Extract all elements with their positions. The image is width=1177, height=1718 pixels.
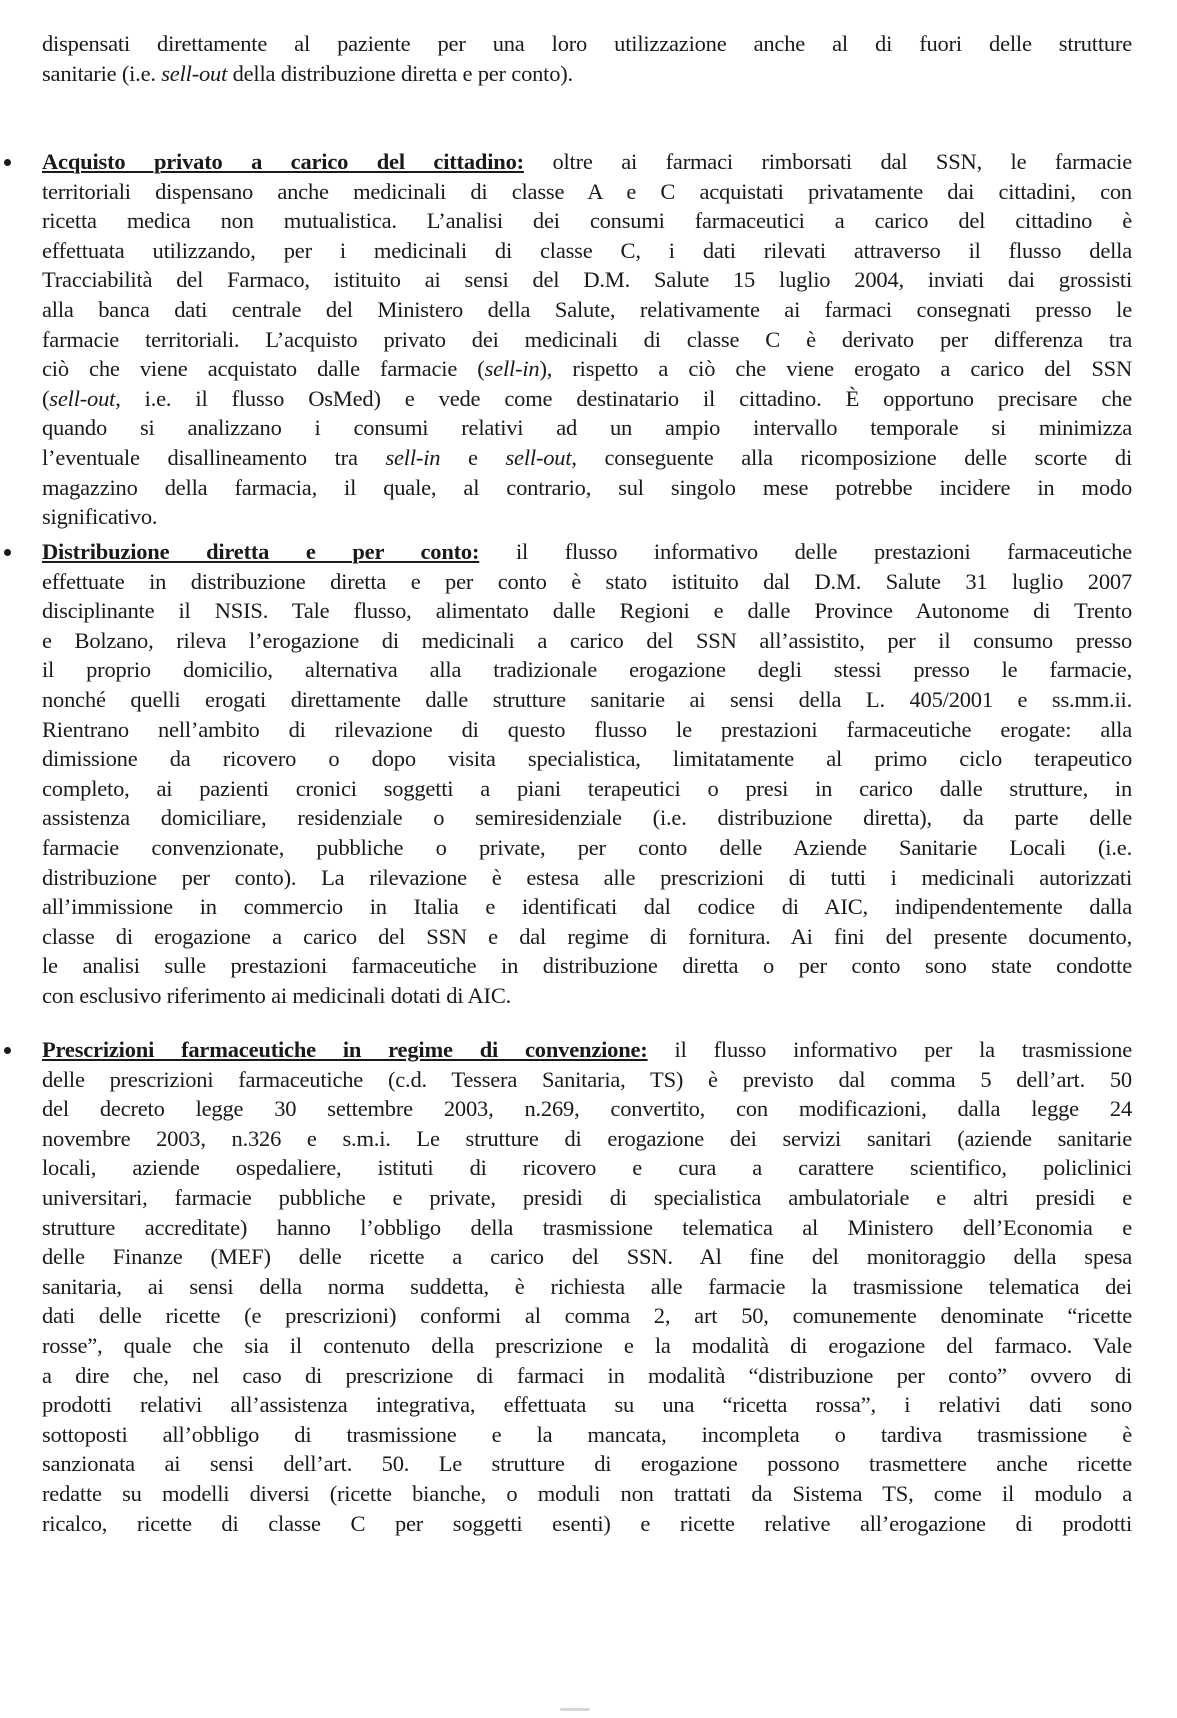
section-text-line — [42, 715, 1132, 745]
text-run: redatte su modelli diversi (ricette bianche, o moduli non trattati da Sistema TS, come il modulo a — [42, 1481, 1132, 1506]
italic-term: sell-out — [49, 385, 116, 411]
text-run: , conseguente alla ricomposizione delle scorte di — [571, 445, 1132, 470]
text-run: ( — [42, 385, 50, 411]
text-run: a dire che, nel caso di prescrizione di farmaci in modalità “distribuzione per conto” ovvero di — [42, 1362, 1132, 1388]
section-text-line — [42, 1420, 1132, 1450]
section-heading: Acquisto privato a carico del cittadino: — [42, 149, 524, 174]
section-text-line — [42, 626, 1132, 656]
italic-term: sell-in — [385, 445, 441, 470]
text-run: dispensati direttamente al paziente per una loro utilizzazione anche al di fuori delle strutture — [42, 31, 1132, 56]
section-text-line — [42, 1094, 1132, 1124]
section-text-line — [42, 473, 1132, 503]
text-run: ricetta medica non mutualistica. L’analisi dei consumi farmaceutici a carico del cittadino è — [42, 208, 1132, 234]
text-run: significativo. — [42, 504, 158, 530]
text-run: strutture accreditate) hanno l’obbligo della trasmissione telematica al Ministero dell’Economia e — [42, 1214, 1132, 1240]
bullet-icon — [4, 1035, 18, 1065]
text-run: sottoposti all’obbligo di trasmissione e la mancata, incompleta o tardiva trasmissione è — [42, 1421, 1132, 1447]
section-text-line — [42, 325, 1132, 355]
text-run: sanitaria, ai sensi della norma suddetta, è richiesta alle farmacie la trasmissione telematica dei — [42, 1273, 1132, 1299]
text-run: oltre ai farmaci rimborsati dal SSN, le farmacie — [523, 149, 1132, 174]
text-run: della distribuzione diretta e per conto). — [227, 60, 573, 86]
section-text-line — [42, 1390, 1132, 1420]
section-text-line — [42, 774, 1132, 804]
section-heading: Prescrizioni farmaceutiche in regime di convenzione: — [42, 1037, 648, 1062]
italic-term: sell-in — [484, 356, 540, 382]
section-text-line — [42, 685, 1132, 715]
section-text-line — [42, 1183, 1132, 1213]
section-text-line — [42, 537, 1132, 567]
text-run: il flusso informativo per la trasmissione — [647, 1037, 1133, 1062]
section-text-line — [42, 206, 1132, 236]
text-run: Rientrano nell’ambito di rilevazione di questo flusso le prestazioni farmaceutiche erogate: alla — [42, 716, 1132, 742]
text-run: locali, aziende ospedaliere, istituti di ricovero e cura a carattere scientifico, policlinici — [42, 1155, 1132, 1181]
text-run: rosse”, quale che sia il contenuto della prescrizione e la modalità di erogazione del farmaco. Vale — [42, 1333, 1132, 1358]
text-run: territoriali dispensano anche medicinali di classe A e C acquistati privatamente dai cittadini, con — [42, 178, 1132, 204]
section-text-line — [42, 1449, 1132, 1479]
section-text-line — [42, 443, 1132, 473]
text-run: assistenza domiciliare, residenziale o semiresidenziale (i.e. distribuzione diretta), da parte delle — [42, 805, 1132, 831]
section-text-line — [42, 265, 1132, 295]
section-text-line — [42, 1242, 1132, 1272]
text-run: delle Finanze (MEF) delle ricette a carico del SSN. Al fine del monitoraggio della spesa — [42, 1244, 1132, 1270]
text-run: Tracciabilità del Farmaco, istituito ai sensi del D.M. Salute 15 luglio 2004, inviati dai grossisti — [42, 267, 1132, 293]
section-text-line — [42, 833, 1132, 863]
text-run: universitari, farmacie pubbliche e private, presidi di specialistica ambulatoriale e altri presidi e — [42, 1185, 1132, 1210]
text-run: e Bolzano, rileva l’erogazione di medicinali a carico del SSN all’assistito, per il consumo presso — [42, 627, 1132, 653]
text-run: quando si analizzano i consumi relativi ad un ampio intervallo temporale si minimizza — [42, 415, 1132, 441]
section-text-line — [42, 1124, 1132, 1154]
section-text-line — [42, 892, 1132, 922]
section-text-line — [42, 147, 1132, 177]
section-text-line — [42, 1479, 1132, 1509]
text-run: dimissione da ricovero o dopo visita specialistica, limitatamente al primo ciclo terapeutico — [42, 746, 1132, 772]
section-text-line — [42, 567, 1132, 597]
section-text-line — [42, 1035, 1132, 1065]
section-text-line — [42, 1361, 1132, 1391]
text-run: il flusso informativo delle prestazioni farmaceutiche — [479, 539, 1132, 564]
text-run: prodotti relativi all’assistenza integrativa, effettuata su una “ricetta rossa”, i relativi dati sono — [42, 1392, 1132, 1418]
text-run: , i.e. il flusso OsMed) e vede come destinatario il cittadino. È opportuno precisare che — [115, 385, 1132, 411]
section-text-line — [42, 596, 1132, 626]
text-run: sanzionata ai sensi dell’art. 50. Le strutture di erogazione possono trasmettere anche ricette — [42, 1451, 1132, 1477]
section-text-line — [42, 1213, 1132, 1243]
section-text-line — [42, 744, 1132, 774]
intro-text-line — [42, 29, 1132, 59]
section-text-line — [42, 951, 1132, 981]
text-run: nonché quelli erogati direttamente dalle strutture sanitarie ai sensi della L. 405/2001 e ss.mm.ii. — [42, 687, 1132, 712]
section-text-line — [42, 981, 1132, 1011]
text-run: alla banca dati centrale del Ministero della Salute, relativamente ai farmaci consegnati presso le — [42, 297, 1132, 322]
text-run: ricalco, ricette di classe C per soggetti esenti) e ricette relative all’erogazione di prodotti — [42, 1510, 1132, 1536]
section-text-line — [42, 1153, 1132, 1183]
section-text-line — [42, 1331, 1132, 1361]
section-text-line — [42, 863, 1132, 893]
section-text-line — [42, 236, 1132, 266]
section-text-line — [42, 384, 1132, 414]
text-run: ciò che viene acquistato dalle farmacie ( — [42, 356, 485, 382]
text-run: disciplinante il NSIS. Tale flusso, alimentato dalle Regioni e dalle Province Autonome di Trento — [42, 598, 1132, 624]
text-run: novembre 2003, n.326 e s.m.i. Le strutture di erogazione dei servizi sanitari (aziende sanitarie — [42, 1125, 1132, 1151]
text-run: farmacie convenzionate, pubbliche o private, per conto delle Aziende Sanitarie Locali (i.e. — [42, 835, 1132, 860]
section-text-line — [42, 502, 1132, 532]
text-run: all’immissione in commercio in Italia e identificati dal codice di AIC, indipendentemente dalla — [42, 894, 1132, 920]
section-text-line — [42, 655, 1132, 685]
section-text-line — [42, 922, 1132, 952]
italic-term: sell-out — [161, 60, 228, 86]
text-run: l’eventuale disallineamento tra — [42, 445, 386, 470]
text-run: con esclusivo riferimento ai medicinali dotati di AIC. — [42, 983, 512, 1008]
text-run: e — [440, 445, 506, 470]
text-run: ), rispetto a ciò che viene erogato a carico del SSN — [539, 356, 1132, 382]
text-run: sanitarie (i.e. — [42, 60, 162, 86]
section-text-line — [42, 1272, 1132, 1302]
text-run: dati delle ricette (e prescrizioni) conformi al comma 2, art 50, comunemente denominate “ricette — [42, 1303, 1132, 1329]
section-text-line — [42, 1509, 1132, 1539]
section-text-line — [42, 354, 1132, 384]
bullet-icon — [4, 537, 18, 567]
text-run: effettuate in distribuzione diretta e per conto è stato istituito dal D.M. Salute 31 luglio 2007 — [42, 568, 1132, 594]
text-run: completo, ai pazienti cronici soggetti a piani terapeutici o presi in carico dalle strutture, in — [42, 775, 1132, 801]
section-text-line — [42, 177, 1132, 207]
text-run: del decreto legge 30 settembre 2003, n.269, convertito, con modificazioni, dalla legge 24 — [42, 1096, 1132, 1122]
text-run: effettuata utilizzando, per i medicinali di classe C, i dati rilevati attraverso il flusso della — [42, 237, 1132, 263]
text-run: classe di erogazione a carico del SSN e dal regime di fornitura. Ai fini del presente documento, — [42, 923, 1132, 949]
text-run: farmacie territoriali. L’acquisto privato dei medicinali di classe C è derivato per differenza tra — [42, 326, 1132, 352]
page-edge-mark — [560, 1708, 590, 1711]
section-text-line — [42, 413, 1132, 443]
text-run: magazzino della farmacia, il quale, al contrario, sul singolo mese potrebbe incidere in modo — [42, 474, 1132, 500]
intro-text-line — [42, 59, 1132, 89]
section-text-line — [42, 295, 1132, 325]
text-run: distribuzione per conto). La rilevazione è estesa alle prescrizioni di tutti i medicinali autorizzati — [42, 864, 1132, 890]
text-run: delle prescrizioni farmaceutiche (c.d. Tessera Sanitaria, TS) è previsto dal comma 5 dell’art. 50 — [42, 1066, 1132, 1092]
section-text-line — [42, 1301, 1132, 1331]
section-heading: Distribuzione diretta e per conto: — [42, 539, 480, 564]
text-run: il proprio domicilio, alternativa alla tradizionale erogazione degli stessi presso le farmacie, — [42, 657, 1132, 683]
section-text-line — [42, 1065, 1132, 1095]
section-text-line — [42, 803, 1132, 833]
bullet-icon — [4, 147, 18, 177]
text-run: le analisi sulle prestazioni farmaceutiche in distribuzione diretta o per conto sono state condotte — [42, 953, 1132, 979]
italic-term: sell-out — [505, 445, 572, 470]
